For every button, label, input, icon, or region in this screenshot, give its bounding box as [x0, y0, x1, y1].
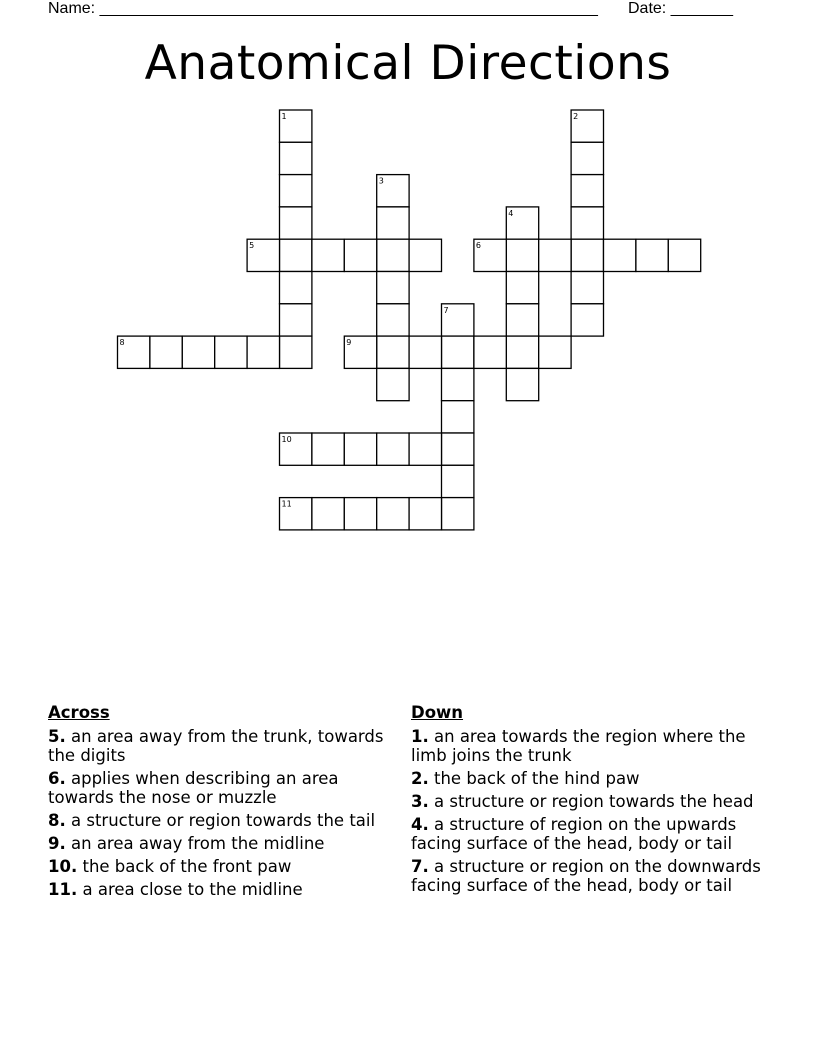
grid-cell[interactable]	[571, 272, 603, 304]
grid-cell[interactable]	[409, 498, 441, 530]
clue-number: 3	[378, 176, 384, 186]
grid-cell[interactable]	[312, 498, 344, 530]
grid-cell[interactable]	[539, 336, 571, 368]
clue-number: 8	[119, 338, 125, 348]
grid-cell[interactable]	[280, 272, 312, 304]
grid-cell[interactable]	[539, 239, 571, 271]
grid-cell[interactable]	[215, 336, 247, 368]
grid-cell[interactable]	[506, 207, 538, 239]
grid-cell[interactable]	[506, 239, 538, 271]
grid-cell[interactable]	[312, 433, 344, 465]
clue-down-4: 4. a structure of region on the upwards facing surface of the head, body or tail	[411, 815, 737, 853]
grid-cell[interactable]	[636, 239, 668, 271]
grid-cell[interactable]	[377, 433, 409, 465]
grid-cell[interactable]	[344, 336, 376, 368]
clue-across-10: 10. the back of the front paw	[48, 857, 292, 876]
grid-cell[interactable]	[280, 433, 312, 465]
grid-cell[interactable]	[571, 239, 603, 271]
grid-cell[interactable]	[344, 239, 376, 271]
grid-cell[interactable]	[409, 239, 441, 271]
grid-cell[interactable]	[571, 142, 603, 174]
clue-across-9: 9. an area away from the midline	[48, 834, 325, 853]
grid-cell[interactable]	[442, 368, 474, 400]
name-field-label: Name: ________________________________________________________	[48, 0, 598, 17]
grid-cell[interactable]	[280, 498, 312, 530]
grid-cell[interactable]	[506, 272, 538, 304]
grid-cell[interactable]	[668, 239, 700, 271]
grid-cell[interactable]	[571, 175, 603, 207]
grid-cell[interactable]	[280, 142, 312, 174]
grid-cell[interactable]	[571, 110, 603, 142]
across-clues	[48, 703, 388, 903]
clue-across-5: 5. an area away from the trunk, towards the digits	[48, 727, 384, 765]
grid-cell[interactable]	[506, 336, 538, 368]
grid-cell[interactable]	[344, 498, 376, 530]
grid-cell[interactable]	[247, 239, 279, 271]
date-field-label: Date: _______	[628, 0, 733, 17]
grid-cell[interactable]	[571, 207, 603, 239]
grid-cell[interactable]	[377, 336, 409, 368]
clue-number: 10	[281, 435, 292, 444]
grid-cell[interactable]	[247, 336, 279, 368]
grid-cell[interactable]	[409, 433, 441, 465]
clue-number: 2	[573, 112, 579, 121]
clue-across-11: 11. a area close to the midline	[48, 880, 303, 899]
grid-cell[interactable]	[280, 239, 312, 271]
clue-down-2: 2. the back of the hind paw	[411, 769, 640, 788]
grid-cell[interactable]	[312, 239, 344, 271]
grid-cell[interactable]	[506, 368, 538, 400]
grid-cell[interactable]	[280, 207, 312, 239]
grid-cell[interactable]	[442, 433, 474, 465]
page-title: Anatomical Directions	[144, 36, 672, 91]
grid-cell[interactable]	[150, 336, 182, 368]
clue-number: 11	[281, 499, 292, 509]
grid-cell[interactable]	[442, 304, 474, 336]
grid-cell[interactable]	[442, 498, 474, 530]
down-clues	[411, 703, 771, 899]
grid-cell[interactable]	[377, 368, 409, 400]
grid-cell[interactable]	[506, 304, 538, 336]
grid-cell[interactable]	[118, 336, 150, 368]
grid-cell[interactable]	[442, 465, 474, 497]
grid-cell[interactable]	[280, 336, 312, 368]
grid-cell[interactable]	[377, 272, 409, 304]
across-heading: Across	[48, 703, 110, 722]
grid-cell[interactable]	[442, 401, 474, 433]
clue-number: 6	[475, 241, 481, 251]
down-heading: Down	[411, 703, 464, 722]
grid-cell[interactable]	[280, 175, 312, 207]
clue-number: 7	[443, 305, 449, 315]
grid-cell[interactable]	[442, 336, 474, 368]
grid-cell[interactable]	[377, 207, 409, 239]
grid-cell[interactable]	[474, 239, 506, 271]
clue-number: 1	[281, 112, 287, 121]
grid-cell[interactable]	[604, 239, 636, 271]
grid-cell[interactable]	[474, 336, 506, 368]
clue-down-1: 1. an area towards the region where the limb joins the trunk	[411, 727, 746, 765]
clue-across-8: 8. a structure or region towards the tail	[48, 811, 376, 830]
grid-cell[interactable]	[377, 239, 409, 271]
grid-cell[interactable]	[344, 433, 376, 465]
grid-cell[interactable]	[571, 304, 603, 336]
grid-cell[interactable]	[280, 304, 312, 336]
clue-across-6: 6. applies when describing an area towards the nose or muzzle	[48, 769, 339, 807]
grid-cell[interactable]	[377, 498, 409, 530]
clue-down-3: 3. a structure or region towards the head	[411, 792, 754, 811]
grid-cell[interactable]	[377, 304, 409, 336]
clue-number: 9	[346, 338, 352, 348]
grid-cell[interactable]	[377, 175, 409, 207]
grid-cell[interactable]	[182, 336, 214, 368]
clue-down-7: 7. a structure or region on the downwards facing surface of the head, body or tail	[411, 857, 761, 895]
grid-cell[interactable]	[409, 336, 441, 368]
grid-cell[interactable]	[280, 110, 312, 142]
clue-number: 5	[249, 241, 255, 251]
clue-number: 4	[508, 208, 514, 218]
